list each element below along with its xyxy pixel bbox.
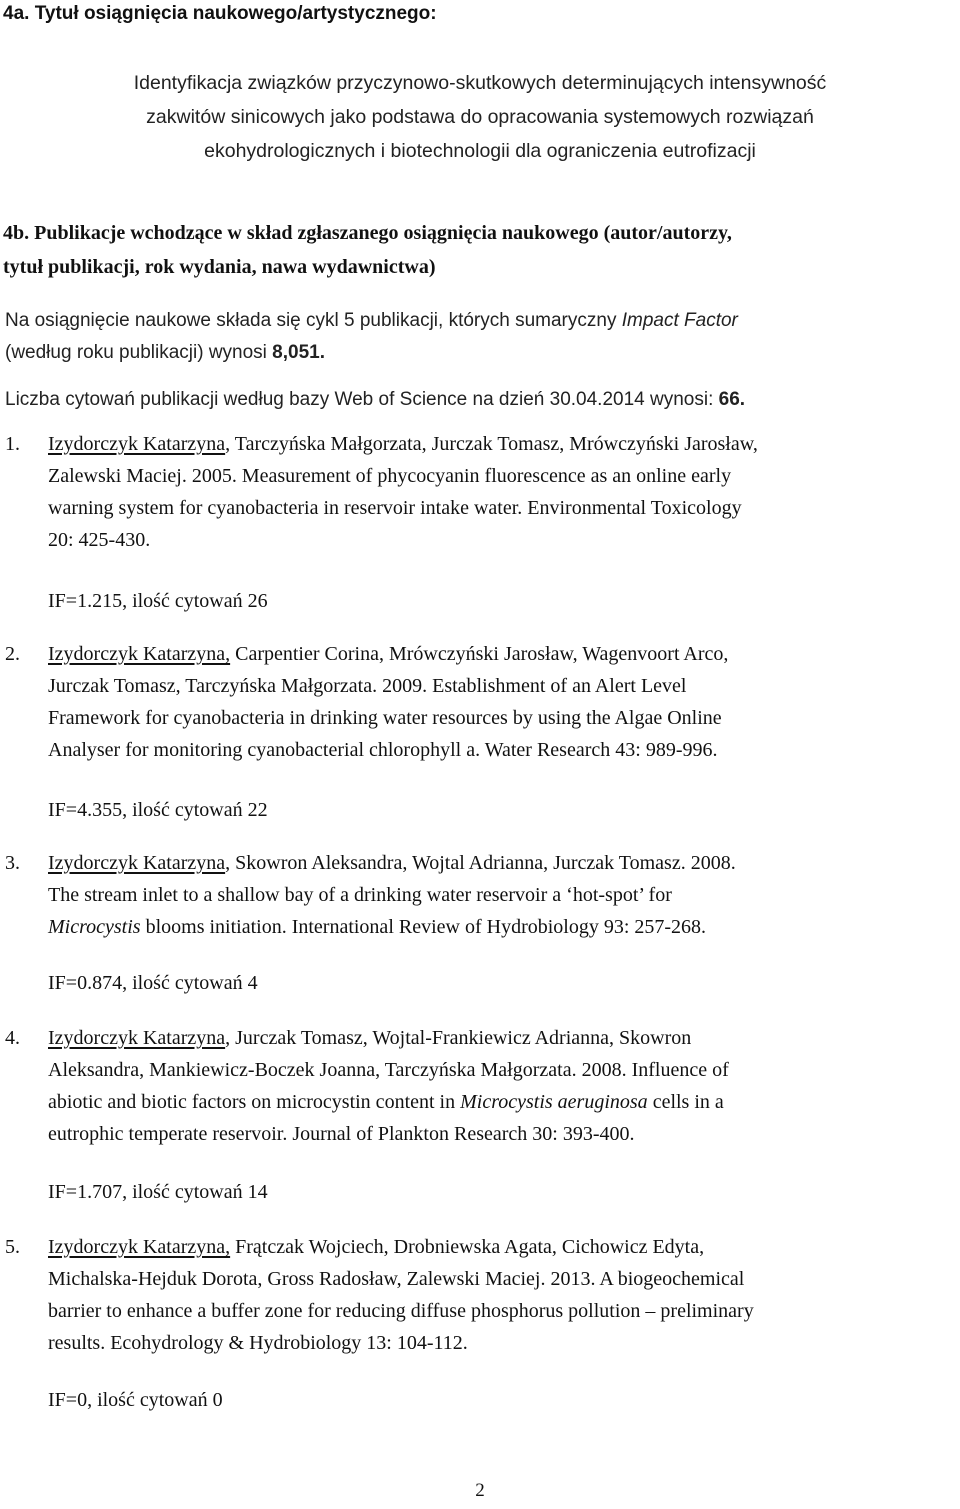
authors-rest: Carpentier Corina, Mrówczyński Jarosław, Wagenvoort Arco,	[230, 643, 729, 665]
publication-number: 1.	[5, 433, 20, 455]
authors-rest: , Skowron Aleksandra, Wojtal Adrianna, Jurczak Tomasz. 2008.	[225, 852, 736, 874]
authors-rest: , Jurczak Tomasz, Wojtal-Frankiewicz Adrianna, Skowron	[225, 1027, 692, 1049]
publication-2	[5, 638, 955, 766]
summary-text: (według roku publikacji) wynosi	[5, 342, 267, 363]
publication-number: 4.	[5, 1027, 20, 1049]
publication-number: 5.	[5, 1236, 20, 1258]
publication-line: barrier to enhance a buffer zone for reducing diffuse phosphorus pollution – preliminary	[48, 1300, 754, 1322]
authors-rest: Frątczak Wojciech, Drobniewska Agata, Cichowicz Edyta,	[230, 1236, 705, 1258]
impact-factor-line: IF=1.707, ilość cytowań 14	[48, 1181, 268, 1203]
publication-line: 20: 425-430.	[48, 529, 151, 551]
citations-count: 66.	[718, 389, 746, 410]
publication-5	[5, 1231, 955, 1359]
total-impact-factor: 8,051.	[272, 342, 325, 363]
impact-factor-line: IF=4.355, ilość cytowań 22	[48, 799, 268, 821]
citations-line	[5, 384, 955, 416]
publication-line	[48, 1231, 955, 1263]
publication-line	[48, 428, 955, 460]
publication-line: Jurczak Tomasz, Tarczyńska Małgorzata. 2009. Establishment of an Alert Level	[48, 675, 687, 697]
authors-rest: , Tarczyńska Małgorzata, Jurczak Tomasz, Mrówczyński Jarosław,	[225, 433, 758, 455]
publication-line: Analyser for monitoring cyanobacterial chlorophyll a. Water Research 43: 989-996.	[48, 739, 718, 761]
publication-number: 2.	[5, 643, 20, 665]
heading-4b-line: tytuł publikacji, rok wydania, nawa wydawnictwa)	[3, 256, 436, 278]
publication-4	[5, 1022, 955, 1150]
publication-line	[48, 847, 955, 879]
heading-4b-line	[3, 216, 955, 250]
species-name: Microcystis	[48, 916, 141, 938]
title-line: zakwitów sinicowych jako podstawa do opracowania systemowych rozwiązań	[146, 106, 814, 128]
citations-text: Liczba cytowań publikacji według bazy Web of Science na dzień 30.04.2014 wynosi:	[5, 389, 714, 410]
publication-line: warning system for cyanobacteria in reservoir intake water. Environmental Toxicology	[48, 497, 742, 519]
publication-line: Aleksandra, Mankiewicz-Boczek Joanna, Tarczyńska Małgorzata. 2008. Influence of	[48, 1059, 729, 1081]
impact-factor-line: IF=0, ilość cytowań 0	[48, 1389, 223, 1411]
highlighted-author: Izydorczyk Katarzyna,	[48, 643, 231, 665]
highlighted-author: Izydorczyk Katarzyna,	[48, 1236, 231, 1258]
achievement-title	[0, 66, 960, 168]
publication-text: cells in a	[652, 1091, 724, 1113]
publication-number: 3.	[5, 852, 20, 874]
title-line: ekohydrologicznych i biotechnologii dla ograniczenia eutrofizacji	[204, 140, 756, 162]
title-line: Identyfikacja związków przyczynowo-skutkowych determinujących intensywność	[133, 72, 827, 94]
publication-line: Michalska-Hejduk Dorota, Gross Radosław, Zalewski Maciej. 2013. A biogeochemical	[48, 1268, 745, 1290]
publication-3	[5, 847, 955, 943]
publication-line: results. Ecohydrology & Hydrobiology 13: 104-112.	[48, 1332, 468, 1354]
publication-text: blooms initiation. International Review of Hydrobiology 93: 257-268.	[140, 916, 707, 938]
heading-4b-text: 4b. Publikacje wchodzące w skład zgłaszanego osiągnięcia naukowego (autor/autorzy,	[3, 222, 732, 244]
page-number: 2	[475, 1480, 485, 1501]
species-name: Microcystis aeruginosa	[460, 1091, 648, 1113]
publication-1	[5, 428, 955, 556]
publication-line: Framework for cyanobacteria in drinking water resources by using the Algae Online	[48, 707, 722, 729]
publication-line	[48, 638, 955, 670]
highlighted-author: Izydorczyk Katarzyna	[48, 433, 226, 455]
section-4b-heading	[3, 216, 955, 284]
highlighted-author: Izydorczyk Katarzyna	[48, 852, 226, 874]
highlighted-author: Izydorczyk Katarzyna	[48, 1027, 226, 1049]
publication-text: abiotic and biotic factors on microcystin content in	[48, 1091, 456, 1113]
impact-factor-term: Impact Factor	[621, 310, 738, 331]
summary-line	[5, 337, 955, 369]
impact-factor-line: IF=0.874, ilość cytowań 4	[48, 972, 258, 994]
publication-line	[48, 1022, 955, 1054]
summary-text: Na osiągnięcie naukowe składa się cykl 5 publikacji, których sumaryczny	[5, 310, 617, 331]
section-4a-heading: 4a. Tytuł osiągnięcia naukowego/artystycznego:	[3, 3, 437, 24]
publication-line	[48, 1086, 955, 1118]
publication-line: The stream inlet to a shallow bay of a drinking water reservoir a ‘hot-spot’ for	[48, 884, 672, 906]
publication-line: eutrophic temperate reservoir. Journal of Plankton Research 30: 393-400.	[48, 1123, 635, 1145]
summary-line	[5, 305, 955, 337]
publication-line: Zalewski Maciej. 2005. Measurement of phycocyanin fluorescence as an online early	[48, 465, 732, 487]
impact-factor-line: IF=1.215, ilość cytowań 26	[48, 590, 268, 612]
publication-line	[48, 911, 955, 943]
